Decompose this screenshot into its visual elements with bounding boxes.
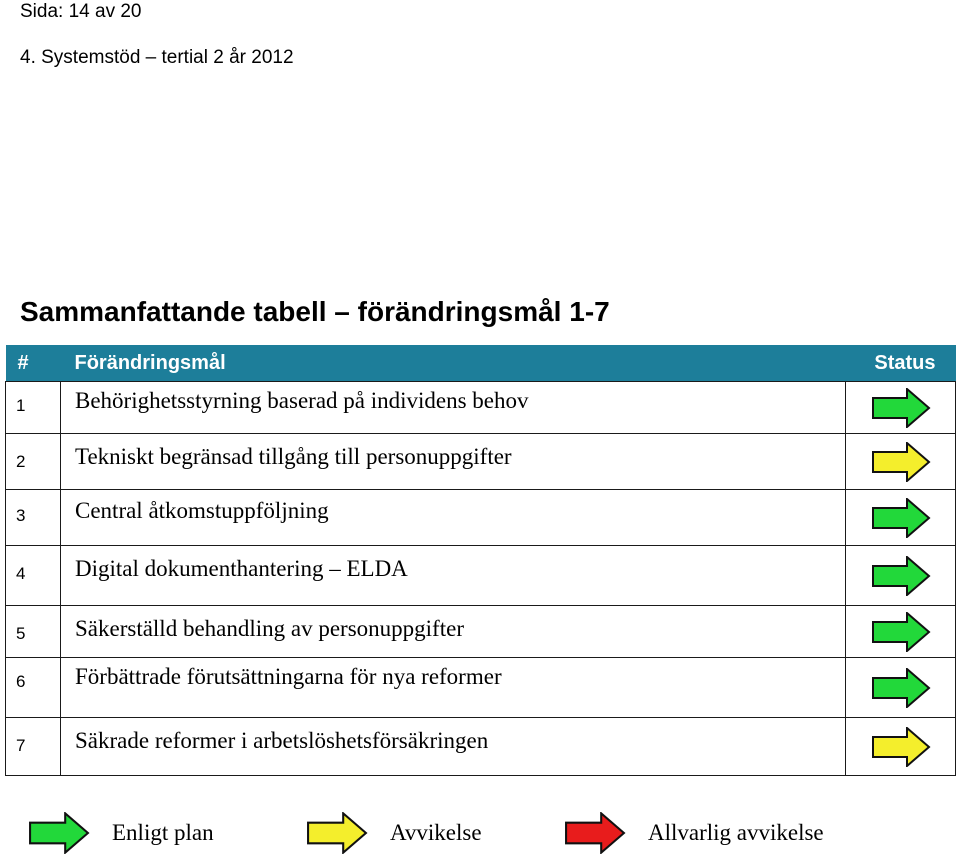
row-goal-text: Tekniskt begränsad tillgång till personuppgifter (75, 444, 512, 469)
row-number (6, 382, 61, 434)
arrow-right-icon (846, 556, 955, 596)
legend-label: Allvarlig avvikelse (648, 820, 824, 845)
goals-table (5, 345, 956, 776)
row-status (846, 546, 956, 606)
row-goal (61, 606, 846, 658)
row-number-text: 7 (16, 736, 26, 755)
row-number (6, 490, 61, 546)
legend-label: Avvikelse (390, 820, 482, 845)
row-status (846, 718, 956, 776)
section-header: 4. Systemstöd – tertial 2 år 2012 (20, 47, 294, 68)
legend-item-green (28, 808, 214, 858)
header-status: Status (846, 345, 956, 382)
table-row (6, 658, 956, 718)
row-status (846, 382, 956, 434)
header-goal: Förändringsmål (61, 345, 846, 382)
row-number (6, 658, 61, 718)
row-number-text: 3 (16, 506, 26, 525)
row-goal-text: Behörighetsstyrning baserad på individens behov (75, 388, 529, 413)
row-status (846, 658, 956, 718)
row-goal (61, 434, 846, 490)
arrow-right-icon (846, 727, 955, 767)
row-goal (61, 718, 846, 776)
row-goal (61, 658, 846, 718)
table-row (6, 546, 956, 606)
row-number (6, 606, 61, 658)
row-number-text: 6 (16, 672, 26, 691)
row-goal (61, 546, 846, 606)
row-number (6, 718, 61, 776)
arrow-right-icon (846, 442, 955, 482)
table-row (6, 606, 956, 658)
arrow-right-icon (28, 812, 90, 854)
status-legend (0, 808, 960, 858)
row-goal (61, 382, 846, 434)
row-goal-text: Digital dokumenthantering – ELDA (75, 556, 408, 581)
header-number: # (6, 345, 61, 382)
row-number-text: 2 (16, 452, 26, 471)
arrow-right-icon (564, 812, 626, 854)
legend-item-red (564, 808, 824, 858)
row-number-text: 1 (16, 396, 26, 415)
legend-label: Enligt plan (112, 820, 214, 845)
table-row (6, 718, 956, 776)
row-status (846, 490, 956, 546)
table-header-row (6, 345, 956, 382)
row-goal (61, 490, 846, 546)
row-number (6, 546, 61, 606)
row-goal-text: Säkrade reformer i arbetslöshetsförsäkringen (75, 728, 489, 753)
row-status (846, 434, 956, 490)
arrow-right-icon (846, 388, 955, 428)
row-goal-text: Förbättrade förutsättningarna för nya reformer (75, 664, 502, 689)
page-number: Sida: 14 av 20 (20, 1, 142, 22)
table-row (6, 382, 956, 434)
arrow-right-icon (846, 498, 955, 538)
arrow-right-icon (846, 668, 955, 708)
arrow-right-icon (306, 812, 368, 854)
table-row (6, 434, 956, 490)
table-row (6, 490, 956, 546)
row-number (6, 434, 61, 490)
row-status (846, 606, 956, 658)
page-title: Sammanfattande tabell – förändringsmål 1-7 (20, 296, 610, 327)
row-goal-text: Central åtkomstuppföljning (75, 498, 329, 523)
legend-item-yellow (306, 808, 482, 858)
row-goal-text: Säkerställd behandling av personuppgifter (75, 616, 464, 641)
row-number-text: 5 (16, 624, 26, 643)
row-number-text: 4 (16, 564, 26, 583)
arrow-right-icon (846, 612, 955, 652)
